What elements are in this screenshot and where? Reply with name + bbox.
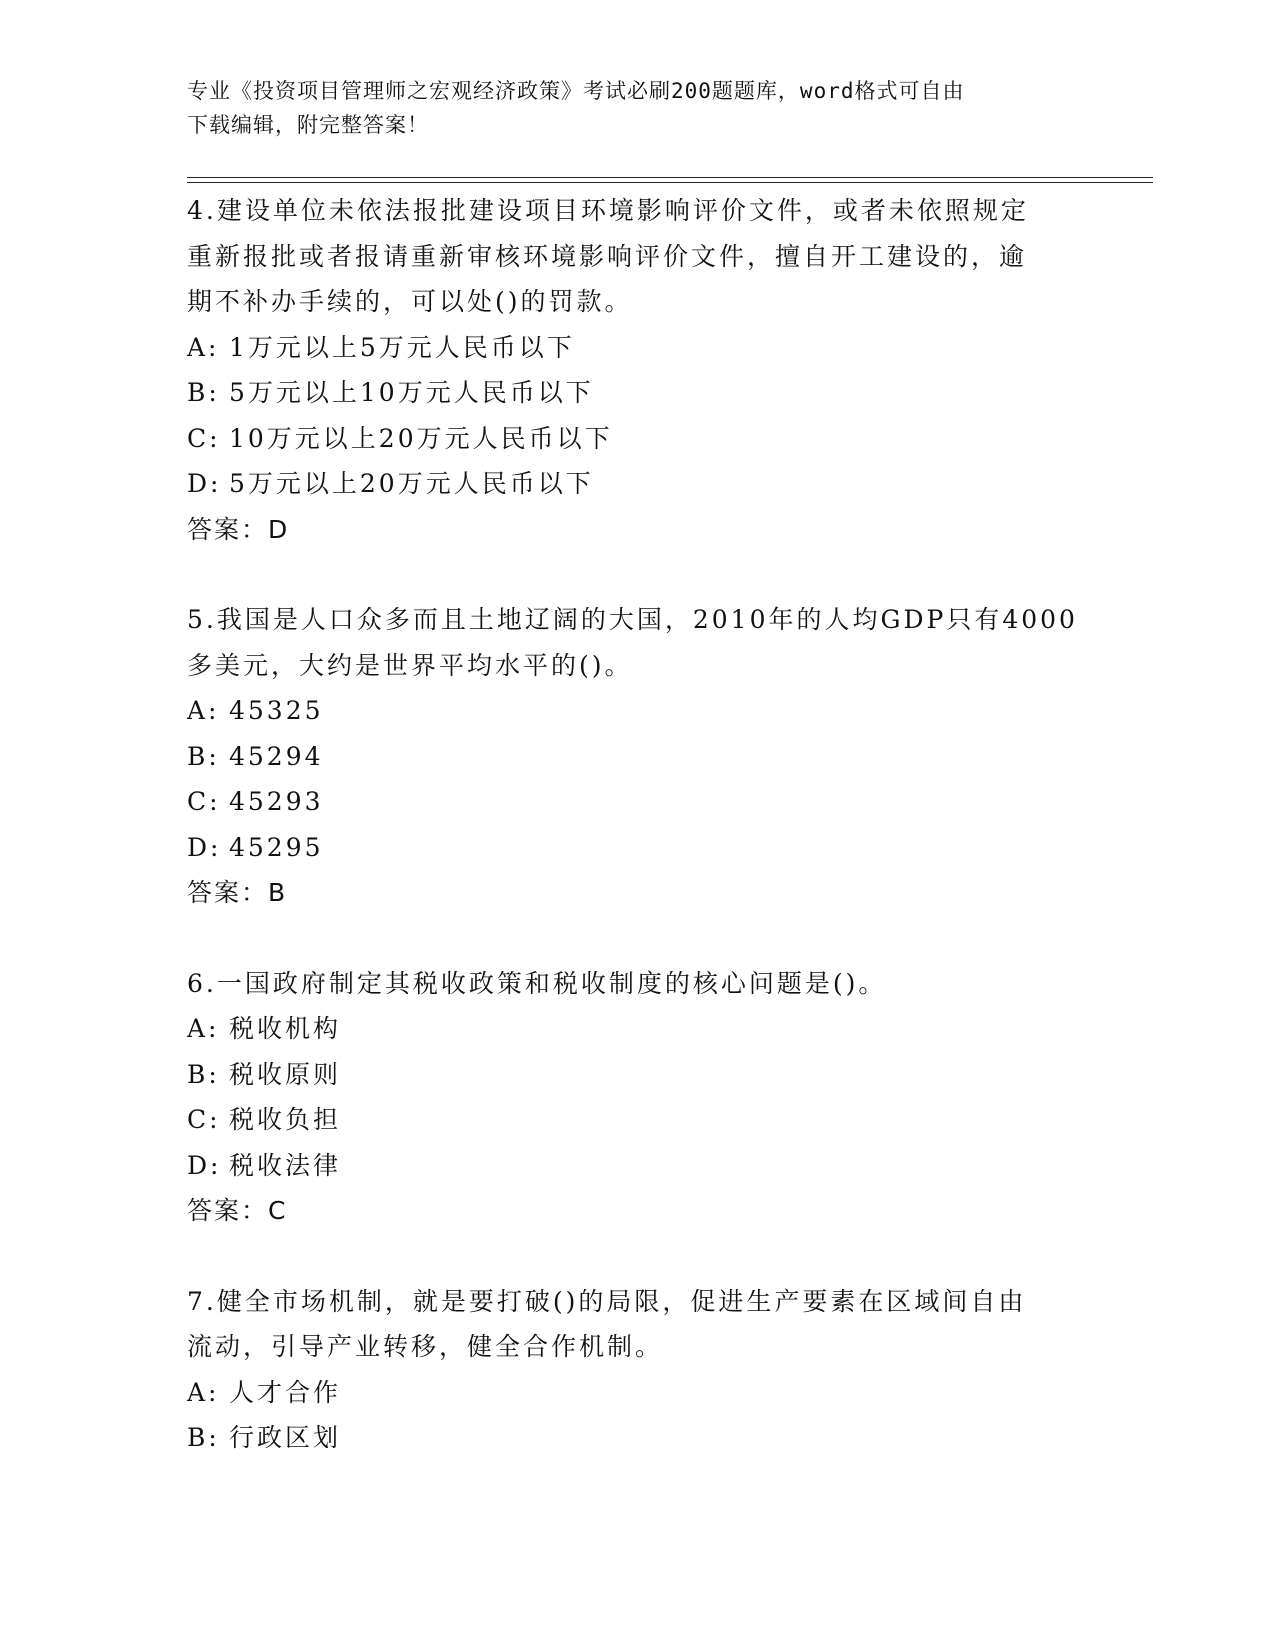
option-d — [187, 825, 1087, 871]
question-stem-line: 多美元，大约是世界平均水平的()。 — [187, 650, 633, 680]
question-list — [187, 188, 1087, 1461]
header-line-1: 专业《投资项目管理师之宏观经济政策》考试必刷200题题库，word格式可自由 — [187, 79, 965, 103]
header-divider-bottom — [187, 182, 1153, 183]
option-b — [187, 734, 1087, 780]
option-key: A: — [187, 1014, 220, 1043]
answer-line: 答案：D — [187, 514, 290, 544]
option-key: B: — [187, 378, 220, 407]
option-text: 5万元以上10万元人民币以下 — [229, 378, 594, 407]
option-text: 税收机构 — [229, 1014, 342, 1043]
option-key: A: — [187, 696, 220, 725]
option-text: 45293 — [229, 787, 324, 816]
question-stem-line: 5.我国是人口众多而且土地辽阔的大国，2010年的人均GDP只有4000 — [187, 605, 1078, 634]
answer-line: 答案：C — [187, 1196, 288, 1225]
option-text: 45325 — [229, 696, 324, 725]
option-text: 税收原则 — [229, 1059, 342, 1089]
header-line-2: 下载编辑，附完整答案！ — [187, 113, 429, 137]
option-key: C: — [187, 423, 221, 453]
option-key: B: — [187, 741, 220, 771]
option-text: 45294 — [229, 741, 324, 771]
document-header — [187, 74, 1067, 142]
option-b — [187, 1052, 1087, 1098]
option-text: 人才合作 — [229, 1377, 342, 1407]
option-key: D: — [187, 1150, 222, 1180]
question-4 — [187, 188, 1087, 552]
question-stem-line: 6.一国政府制定其税收政策和税收制度的核心问题是()。 — [187, 968, 887, 998]
option-key: B: — [187, 1059, 220, 1089]
option-c — [187, 779, 1087, 825]
option-key: C: — [187, 1105, 221, 1134]
question-stem-line: 重新报批或者报请重新审核环境影响评价文件，擅自开工建设的，逾 — [187, 241, 1028, 271]
option-key: C: — [187, 787, 221, 816]
question-5 — [187, 597, 1087, 916]
option-text: 税收法律 — [229, 1150, 342, 1180]
question-stem-line: 流动，引导产业转移，健全合作机制。 — [187, 1332, 664, 1361]
option-a — [187, 325, 1087, 371]
option-a — [187, 1370, 1087, 1416]
header-divider-top — [187, 177, 1153, 178]
option-c — [187, 1097, 1087, 1143]
option-text: 1万元以上5万元人民币以下 — [229, 332, 575, 362]
option-c — [187, 416, 1087, 462]
option-text: 10万元以上20万元人民币以下 — [229, 423, 613, 453]
question-stem-line: 4.建设单位未依法报批建设项目环境影响评价文件，或者未依照规定 — [187, 196, 1029, 225]
option-b — [187, 1415, 1087, 1461]
question-stem-line: 7.健全市场机制，就是要打破()的局限，促进生产要素在区域间自由 — [187, 1286, 1027, 1316]
question-6 — [187, 961, 1087, 1234]
option-b — [187, 370, 1087, 416]
question-7 — [187, 1279, 1087, 1461]
option-d — [187, 1143, 1087, 1189]
option-a — [187, 688, 1087, 734]
answer-line: 答案：B — [187, 878, 288, 907]
question-stem-line: 期不补办手续的，可以处()的罚款。 — [187, 287, 633, 316]
option-text: 税收负担 — [229, 1105, 342, 1134]
option-key: B: — [187, 1423, 220, 1452]
option-key: D: — [187, 832, 222, 862]
option-text: 5万元以上20万元人民币以下 — [229, 469, 594, 498]
option-text: 行政区划 — [229, 1423, 342, 1452]
option-key: A: — [187, 1377, 220, 1407]
option-a — [187, 1006, 1087, 1052]
option-text: 45295 — [229, 832, 324, 862]
option-key: D: — [187, 469, 222, 498]
option-d — [187, 461, 1087, 507]
option-key: A: — [187, 332, 220, 362]
